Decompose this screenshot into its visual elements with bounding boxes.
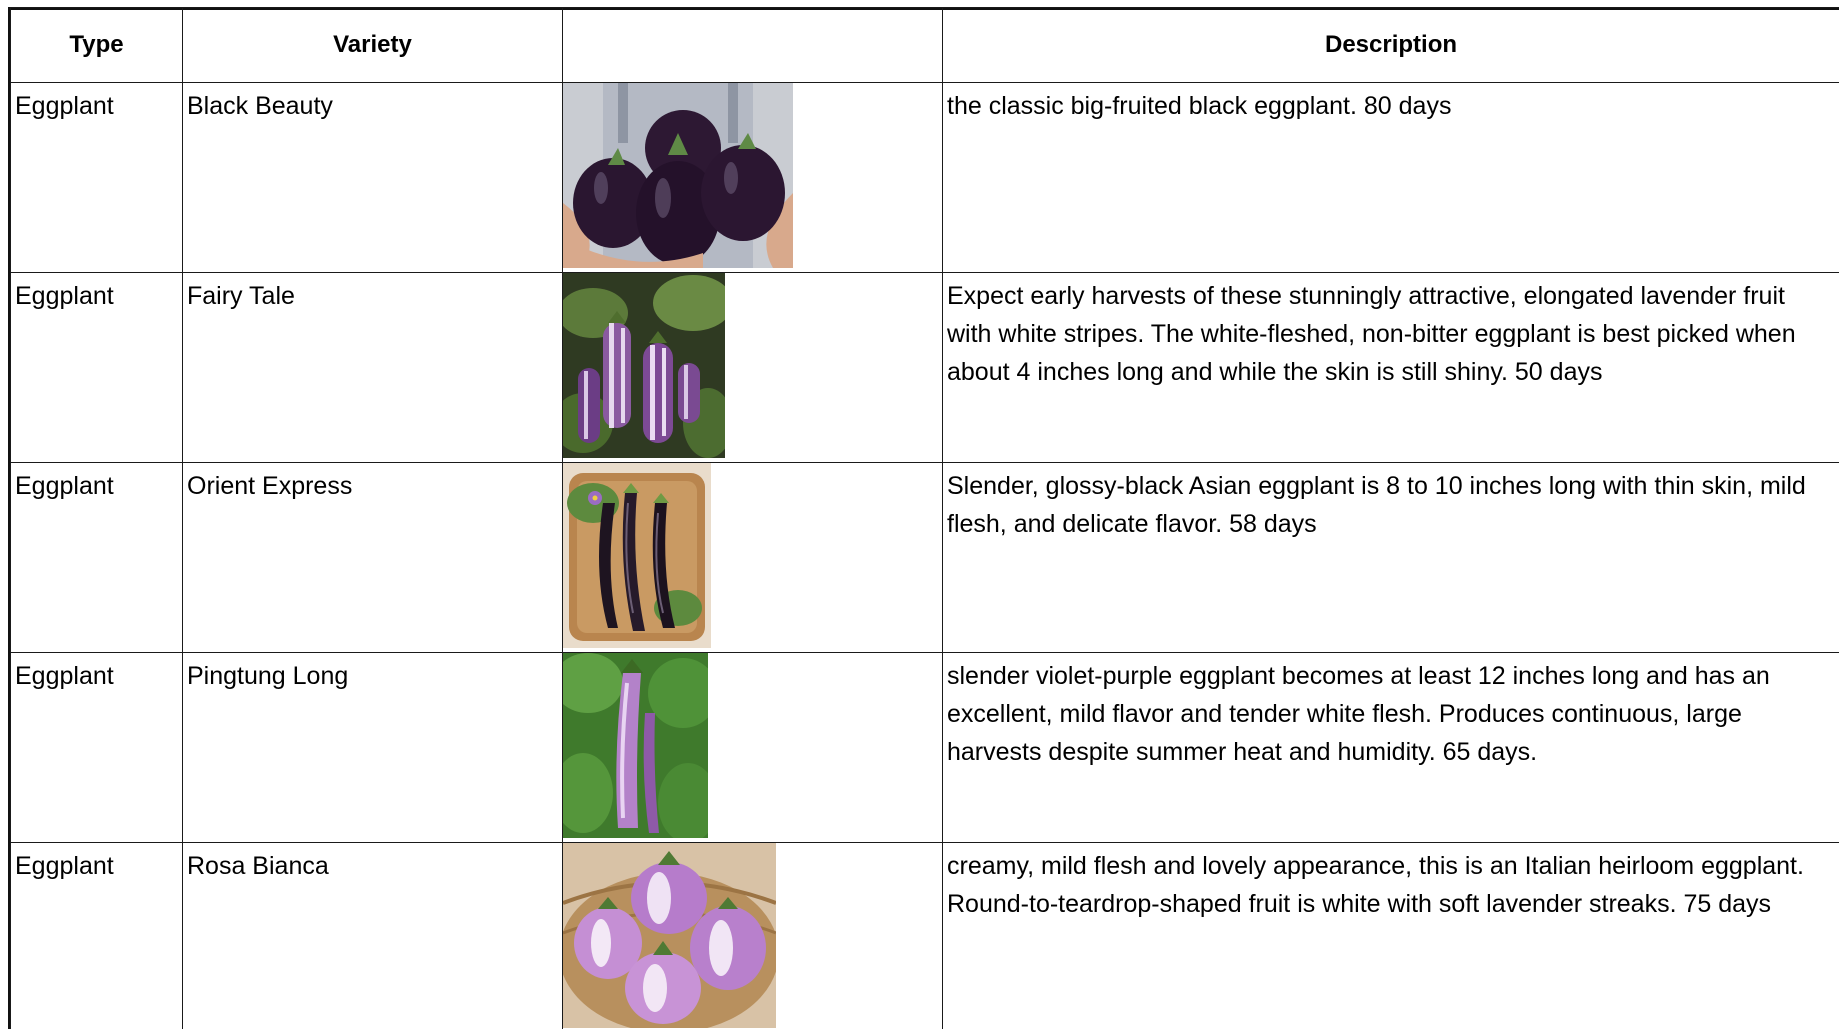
spreadsheet [10, 7, 1839, 1029]
image-cell[interactable] [563, 83, 943, 273]
vegetable-table [10, 7, 1839, 1029]
header-type[interactable]: Type [11, 8, 183, 83]
header-description[interactable]: Description [943, 8, 1839, 83]
type-cell[interactable]: Eggplant [11, 843, 183, 1029]
orient-express-eggplant-photo [563, 463, 711, 648]
description-cell[interactable]: Expect early harvests of these stunningly attractive, elongated lavender fruit with white stripes. The white-fleshed, non-bitter eggplant is best picked when about 4 inches long and while the skin is still shiny. 50 days [943, 273, 1839, 463]
image-cell[interactable] [563, 463, 943, 653]
description-cell[interactable]: Slender, glossy-black Asian eggplant is 8 to 10 inches long with thin skin, mild flesh, and delicate flavor. 58 days [943, 463, 1839, 653]
type-cell[interactable]: Eggplant [11, 83, 183, 273]
table-row [11, 843, 1839, 1029]
black-beauty-eggplant-photo [563, 83, 793, 268]
header-variety[interactable]: Variety [183, 8, 563, 83]
type-cell[interactable]: Eggplant [11, 463, 183, 653]
header-row [11, 8, 1839, 83]
variety-cell[interactable]: Rosa Bianca [183, 843, 563, 1029]
rosa-bianca-eggplant-photo [563, 843, 776, 1028]
header-image[interactable] [563, 8, 943, 83]
table-row [11, 273, 1839, 463]
variety-cell[interactable]: Pingtung Long [183, 653, 563, 843]
pingtung-long-eggplant-photo [563, 653, 708, 838]
table-row [11, 653, 1839, 843]
variety-cell[interactable]: Black Beauty [183, 83, 563, 273]
fairy-tale-eggplant-photo [563, 273, 725, 458]
description-cell[interactable]: slender violet-purple eggplant becomes at least 12 inches long and has an excellent, mild flavor and tender white flesh. Produces continuous, large harvests despite summer heat and humidity. 65 days. [943, 653, 1839, 843]
image-cell[interactable] [563, 273, 943, 463]
table-row [11, 83, 1839, 273]
description-cell[interactable]: the classic big-fruited black eggplant. 80 days [943, 83, 1839, 273]
table-row [11, 463, 1839, 653]
image-cell[interactable] [563, 843, 943, 1029]
description-cell[interactable]: creamy, mild flesh and lovely appearance, this is an Italian heirloom eggplant. Round-to-teardrop-shaped fruit is white with soft lavender streaks. 75 days [943, 843, 1839, 1029]
variety-cell[interactable]: Fairy Tale [183, 273, 563, 463]
type-cell[interactable]: Eggplant [11, 653, 183, 843]
image-cell[interactable] [563, 653, 943, 843]
type-cell[interactable]: Eggplant [11, 273, 183, 463]
variety-cell[interactable]: Orient Express [183, 463, 563, 653]
